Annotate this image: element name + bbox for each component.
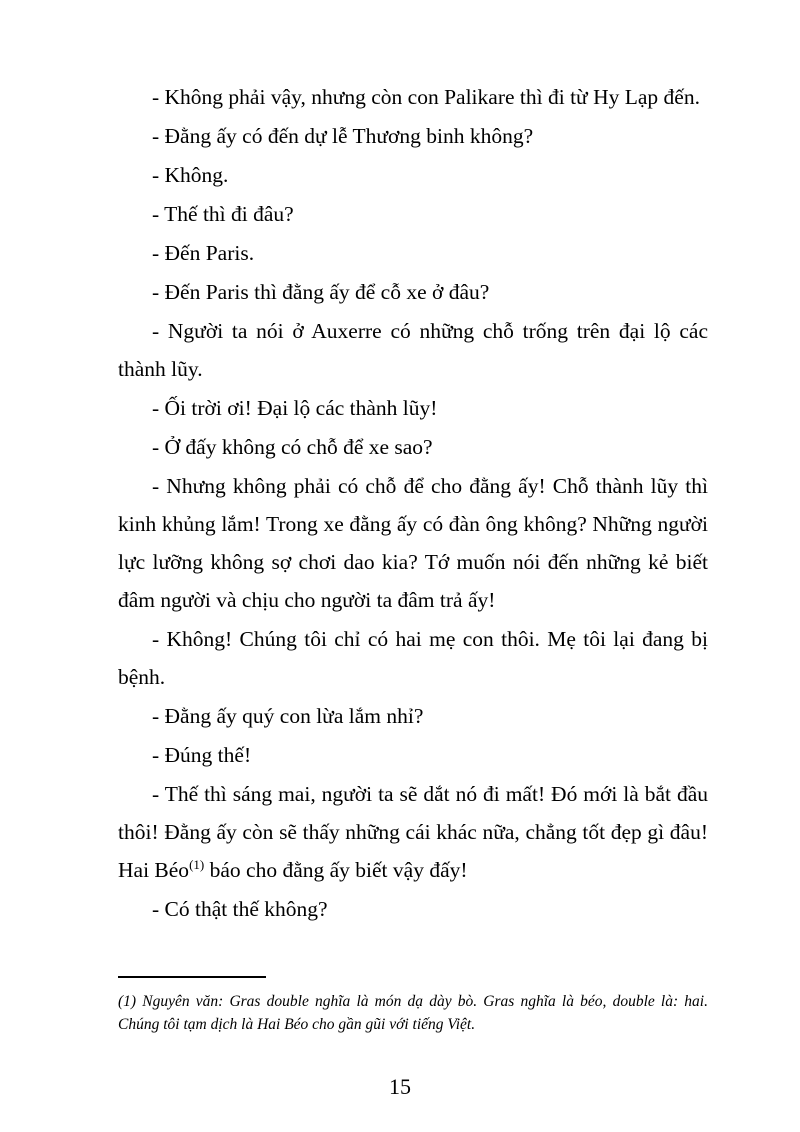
paragraph: - Đằng ấy có đến dự lễ Thương binh không? — [152, 124, 534, 148]
paragraph: - Không phải vậy, nhưng còn con Palikare thì đi từ Hy Lạp đến. — [152, 85, 700, 109]
paragraph-text: - Thế thì sáng mai, người ta sẽ dắt nó đi mất! Đó mới là bắt đầu thôi! Đằng ấy còn sẽ thấy những cái khác nữa, chẳng tốt đẹp gì đâu! Hai Béo — [118, 782, 708, 882]
paragraph: - Đúng thế! — [152, 743, 252, 767]
paragraph-with-footnote — [118, 775, 708, 889]
paragraph: - Thế thì đi đâu? — [152, 202, 294, 226]
paragraph: - Không. — [152, 163, 229, 187]
footnote-divider — [118, 976, 266, 978]
footnote-marker: (1) — [189, 856, 205, 872]
paragraph: - Có thật thế không? — [152, 897, 328, 921]
paragraph: - Đằng ấy quý con lừa lắm nhỉ? — [152, 704, 424, 728]
page-body — [118, 78, 708, 928]
paragraph: - Nhưng không phải có chỗ để cho đằng ấy! Chỗ thành lũy thì kinh khủng lắm! Trong xe đằng ấy có đàn ông không? Những người lực lưỡng không sợ chơi dao kia? Tớ muốn nói đến những kẻ biết đâm người và chịu cho người ta đâm trả ấy! — [118, 474, 708, 612]
paragraph-tail: báo cho đằng ấy biết vậy đấy! — [204, 858, 468, 882]
paragraph: - Không! Chúng tôi chỉ có hai mẹ con thôi. Mẹ tôi lại đang bị bệnh. — [118, 627, 708, 689]
paragraph: - Đến Paris. — [152, 241, 255, 265]
paragraph: - Người ta nói ở Auxerre có những chỗ trống trên đại lộ các thành lũy. — [118, 319, 708, 381]
paragraph: - Đến Paris thì đằng ấy để cỗ xe ở đâu? — [152, 280, 490, 304]
paragraph: - Ở đấy không có chỗ để xe sao? — [152, 435, 433, 459]
footnote-text: (1) Nguyên văn: Gras double nghĩa là món dạ dày bò. Gras nghĩa là béo, double là: hai. Chúng tôi tạm dịch là Hai Béo cho gần gũi với tiếng Việt. — [118, 993, 708, 1033]
paragraph: - Ối trời ơi! Đại lộ các thành lũy! — [152, 396, 438, 420]
footnote-area — [118, 976, 708, 1036]
page-number: 15 — [389, 1074, 411, 1099]
